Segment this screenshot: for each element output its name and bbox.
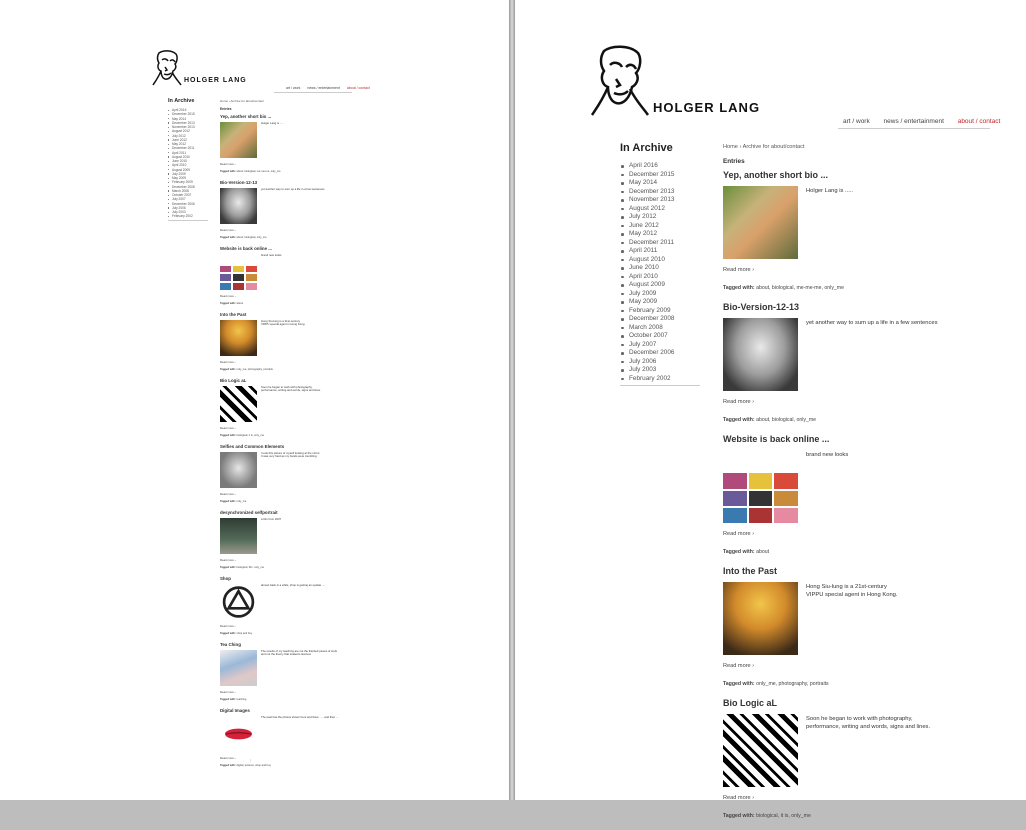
tags-value[interactable]: biological, it is, only_me xyxy=(756,813,811,819)
entry-thumbnail[interactable] xyxy=(220,188,257,224)
sidebar-title: In Archive xyxy=(168,98,195,104)
nav-about-contact[interactable]: about / contact xyxy=(957,118,1001,125)
entry-thumbnail[interactable] xyxy=(723,450,798,523)
excerpt-line: I took this picture of myself looking at the mirror. xyxy=(261,451,321,455)
entry-thumbnail[interactable] xyxy=(220,254,257,290)
archive-link[interactable]: July 2007 xyxy=(620,341,700,350)
entry-excerpt xyxy=(261,188,341,191)
blog-entry xyxy=(723,434,1013,566)
read-more-link[interactable]: Read more › xyxy=(220,492,236,496)
tags-label: Tagged with: xyxy=(220,302,236,305)
archive-link[interactable]: February 2002 xyxy=(168,214,208,218)
entry-title[interactable]: Shop xyxy=(220,576,231,581)
tags-label: Tagged with: xyxy=(220,566,236,569)
read-more-link[interactable]: Read more › xyxy=(723,531,755,537)
nav-news-entertainment[interactable]: news / entertainment xyxy=(307,86,340,90)
entry-thumbnail[interactable] xyxy=(220,650,257,686)
entry-thumbnail[interactable] xyxy=(723,582,798,655)
blog-entry xyxy=(220,576,350,642)
excerpt-line: VIPPU special agent in Hong Kong. xyxy=(261,322,306,327)
entry-title[interactable]: Into the Past xyxy=(220,312,247,317)
archive-link[interactable]: May 2009 xyxy=(168,176,208,180)
blog-entry xyxy=(723,698,1013,830)
archive-link[interactable]: July 2009 xyxy=(168,172,208,176)
archive-link[interactable]: July 2009 xyxy=(620,290,700,299)
breadcrumb-separator: › xyxy=(739,144,742,150)
entry-tags xyxy=(220,698,246,701)
entry-tags xyxy=(220,302,243,305)
entry-tags xyxy=(220,368,273,371)
entry-tags xyxy=(220,632,252,635)
nav-divider xyxy=(838,128,990,129)
breadcrumb-current: Archive for about/contact xyxy=(742,144,805,150)
tags-value[interactable]: about, biological, only_me xyxy=(236,236,267,239)
excerpt-line: and not the theory that students learned. xyxy=(261,652,312,657)
archive-link[interactable]: April 2016 xyxy=(620,162,700,171)
archive-link[interactable]: December 2006 xyxy=(168,202,208,206)
entry-thumbnail[interactable] xyxy=(723,714,798,787)
logo-text[interactable]: HOLGER LANG xyxy=(184,77,247,84)
sidebar-divider xyxy=(620,385,700,386)
archive-link[interactable]: March 2008 xyxy=(620,324,700,333)
entry-excerpt xyxy=(261,320,341,327)
archive-link[interactable]: December 2015 xyxy=(620,171,700,180)
sidebar-divider xyxy=(168,220,208,221)
read-more-link[interactable]: Read more › xyxy=(220,558,236,562)
tags-label: Tagged with: xyxy=(220,500,236,503)
tags-value[interactable]: about xyxy=(756,549,770,555)
blog-entry xyxy=(723,566,1013,698)
archive-link[interactable]: February 2009 xyxy=(620,307,700,316)
right-page xyxy=(515,0,1026,819)
excerpt-line: Soon he began to work with photography, xyxy=(806,716,913,722)
main-nav xyxy=(280,86,370,90)
excerpt-line: brand new looks xyxy=(261,253,282,257)
archive-link[interactable]: December 2013 xyxy=(620,188,700,197)
read-more-link[interactable]: Read more › xyxy=(723,663,755,669)
nav-art-work[interactable]: art / work xyxy=(843,118,870,125)
entry-title[interactable]: Yep, another short bio ... xyxy=(723,170,829,180)
archive-link[interactable]: June 2012 xyxy=(620,222,700,231)
excerpt-line: The past has the photos shown here and there ..... and then .... xyxy=(261,715,340,719)
archive-link[interactable]: December 2008 xyxy=(168,185,208,189)
breadcrumb-home[interactable]: Home xyxy=(723,144,738,150)
tags-value[interactable]: about xyxy=(236,302,244,305)
entry-title[interactable]: Website is back online ... xyxy=(723,434,830,444)
main-nav xyxy=(843,118,1000,125)
excerpt-line: a film from 2007 xyxy=(261,517,282,521)
tags-value[interactable]: only_me, photography, portraits xyxy=(756,681,829,687)
entry-thumbnail[interactable] xyxy=(220,716,257,752)
entry-excerpt xyxy=(806,187,996,195)
archive-link[interactable]: August 2010 xyxy=(168,155,208,159)
entry-thumbnail[interactable] xyxy=(723,318,798,391)
entry-title[interactable]: desynchronized selfportrait xyxy=(220,510,278,515)
entry-title[interactable]: Bio Logic aL xyxy=(220,378,247,383)
tags-label: Tagged with: xyxy=(220,632,236,635)
entry-title[interactable]: Into the Past xyxy=(723,566,778,576)
archive-link[interactable]: May 2009 xyxy=(620,298,700,307)
archive-link[interactable]: July 2012 xyxy=(620,213,700,222)
excerpt-line: brand new looks xyxy=(806,452,849,458)
breadcrumb xyxy=(220,99,350,103)
archive-link[interactable]: December 2011 xyxy=(168,146,208,150)
blog-entry xyxy=(220,642,350,708)
archive-link[interactable]: April 2016 xyxy=(168,108,208,112)
tags-value[interactable]: biological, film, only_me xyxy=(236,566,265,569)
excerpt-line: performance, writing and words, signs and lines. xyxy=(261,388,321,393)
read-more-link[interactable]: Read more › xyxy=(220,756,236,760)
archive-sidebar xyxy=(620,142,700,386)
tags-value[interactable]: about, biological, me-me-me, only_me xyxy=(756,285,845,291)
site-header xyxy=(152,50,370,90)
archive-link[interactable]: April 2010 xyxy=(168,163,208,167)
excerpt-line: Holger Lang is ..... xyxy=(806,188,854,194)
breadcrumb-home[interactable]: Home xyxy=(220,99,229,103)
archive-list xyxy=(168,108,208,219)
archive-sidebar xyxy=(168,98,208,221)
archive-list xyxy=(620,162,700,383)
archive-link[interactable]: July 2006 xyxy=(168,206,208,210)
archive-link[interactable]: November 2013 xyxy=(168,125,208,129)
entry-thumbnail[interactable] xyxy=(220,518,257,554)
archive-link[interactable]: August 2010 xyxy=(620,256,700,265)
entry-title[interactable]: Bio-Version-12-13 xyxy=(220,180,258,185)
entry-excerpt xyxy=(806,583,996,599)
entry-excerpt xyxy=(261,584,341,587)
archive-link[interactable]: June 2010 xyxy=(168,159,208,163)
blog-entry xyxy=(220,180,350,246)
archive-link[interactable]: August 2012 xyxy=(168,129,208,133)
archive-link[interactable]: November 2013 xyxy=(620,196,700,205)
entries-heading: Entries xyxy=(723,158,745,165)
entry-thumbnail[interactable] xyxy=(220,386,257,422)
entry-excerpt xyxy=(261,122,341,125)
tags-value[interactable]: biological, it is, only_me xyxy=(236,434,264,437)
entry-tags xyxy=(723,285,844,291)
entry-title[interactable]: Website is back online ... xyxy=(220,246,272,251)
blog-entry xyxy=(723,302,1013,434)
entry-title[interactable]: Selfies and Common Elements xyxy=(220,444,285,449)
sidebar-title: In Archive xyxy=(620,142,673,154)
read-more-link[interactable]: Read more › xyxy=(220,624,236,628)
tags-label: Tagged with: xyxy=(723,549,755,555)
archive-link[interactable]: July 2003 xyxy=(168,210,208,214)
entry-tags xyxy=(220,764,271,767)
archive-link[interactable]: December 2006 xyxy=(620,349,700,358)
tags-label: Tagged with: xyxy=(723,813,755,819)
archive-link[interactable]: May 2014 xyxy=(168,117,208,121)
content-column xyxy=(220,99,350,774)
read-more-link[interactable]: Read more › xyxy=(723,267,755,273)
tags-label: Tagged with: xyxy=(220,434,236,437)
archive-link[interactable]: April 2011 xyxy=(168,151,208,155)
blog-entry xyxy=(220,246,350,312)
archive-link[interactable]: December 2008 xyxy=(620,315,700,324)
archive-link[interactable]: August 2009 xyxy=(620,281,700,290)
blog-entry xyxy=(220,510,350,576)
read-more-link[interactable]: Read more › xyxy=(723,795,755,801)
archive-link[interactable]: July 2003 xyxy=(620,366,700,375)
archive-link[interactable]: July 2007 xyxy=(168,197,208,201)
entry-tags xyxy=(220,434,264,437)
tags-label: Tagged with: xyxy=(220,170,236,173)
entries-heading: Entries xyxy=(220,107,232,111)
archive-link[interactable]: June 2012 xyxy=(168,138,208,142)
entry-excerpt xyxy=(261,716,341,719)
archive-link[interactable]: October 2007 xyxy=(620,332,700,341)
nav-divider xyxy=(274,92,352,93)
blog-entry xyxy=(220,114,350,180)
excerpt-line: yet another way to sum up a life in a few sentences xyxy=(806,320,938,326)
entry-thumbnail[interactable] xyxy=(220,452,257,488)
tags-label: Tagged with: xyxy=(723,417,755,423)
entry-tags xyxy=(723,813,811,819)
nav-art-work[interactable]: art / work xyxy=(286,86,301,90)
read-more-link[interactable]: Read more › xyxy=(220,162,236,166)
entry-thumbnail[interactable] xyxy=(220,122,257,158)
tags-label: Tagged with: xyxy=(220,368,236,371)
entry-tags xyxy=(220,170,281,173)
read-more-link[interactable]: Read more › xyxy=(220,360,236,364)
blog-entry xyxy=(220,312,350,378)
entry-excerpt xyxy=(806,319,996,327)
content-column xyxy=(723,144,1013,830)
excerpt-line: Holger Lang is ..... xyxy=(261,121,284,125)
blog-entry xyxy=(220,378,350,444)
archive-link[interactable]: August 2012 xyxy=(620,205,700,214)
excerpt-line: Soon he began to work with photography, xyxy=(261,385,313,389)
tags-label: Tagged with: xyxy=(220,236,236,239)
read-more-link[interactable]: Read more › xyxy=(220,690,236,694)
tags-value[interactable]: shop and buy xyxy=(236,632,253,635)
entry-tags xyxy=(723,681,829,687)
entry-title[interactable]: Yep, another short bio ... xyxy=(220,114,272,119)
entry-tags xyxy=(220,236,267,239)
tags-value[interactable]: only_me xyxy=(236,500,247,503)
tags-label: Tagged with: xyxy=(220,764,236,767)
archive-link[interactable]: December 2013 xyxy=(168,121,208,125)
tags-value[interactable]: about, biological, only_me xyxy=(756,417,817,423)
excerpt-line: yet another way to sum up a life in a few sentences xyxy=(261,187,325,191)
tags-label: Tagged with: xyxy=(723,681,755,687)
entry-excerpt xyxy=(806,715,996,731)
logo-face-icon[interactable] xyxy=(152,50,182,86)
entry-title[interactable]: Tea Ching xyxy=(220,642,241,647)
archive-link[interactable]: December 2011 xyxy=(620,239,700,248)
entry-excerpt xyxy=(261,254,341,257)
entry-tags xyxy=(220,500,246,503)
read-more-link[interactable]: Read more › xyxy=(220,294,236,298)
logo-text[interactable]: HOLGER LANG xyxy=(653,100,761,115)
excerpt-line: Hong Siu-lung is a 21st-century xyxy=(806,584,887,590)
entry-title[interactable]: Digital Images xyxy=(220,708,250,713)
entry-thumbnail[interactable] xyxy=(220,320,257,356)
nav-about-contact[interactable]: about / contact xyxy=(346,86,370,90)
archive-link[interactable]: June 2010 xyxy=(620,264,700,273)
archive-link[interactable]: May 2014 xyxy=(620,179,700,188)
tags-value[interactable]: about, biological, me-me-me, only_me xyxy=(236,170,281,173)
excerpt-line: The results of my teaching are not the finished pieces of work xyxy=(261,649,338,653)
breadcrumb-current: Archive for about/contact xyxy=(230,99,264,103)
archive-link[interactable]: April 2011 xyxy=(620,247,700,256)
excerpt-line: It was very hard as my hands were trembling. xyxy=(261,454,318,459)
archive-link[interactable]: February 2002 xyxy=(620,375,700,384)
entry-thumbnail[interactable] xyxy=(723,186,798,259)
nav-news-entertainment[interactable]: news / entertainment xyxy=(883,118,944,125)
blog-entry xyxy=(723,170,1013,302)
excerpt-line: performance, writing and words, signs and lines. xyxy=(806,724,931,730)
site-header xyxy=(590,45,1000,135)
entry-excerpt xyxy=(261,386,341,393)
left-page xyxy=(0,0,509,800)
page-marker: | xyxy=(250,758,251,762)
excerpt-line: VIPPU special agent in Hong Kong. xyxy=(806,592,898,598)
entry-thumbnail[interactable] xyxy=(220,584,257,620)
excerpt-line: almost back in a while, shop is getting an update .... xyxy=(261,583,326,587)
tags-label: Tagged with: xyxy=(723,285,755,291)
archive-link[interactable]: May 2012 xyxy=(168,142,208,146)
read-more-link[interactable]: Read more › xyxy=(723,399,755,405)
archive-link[interactable]: July 2006 xyxy=(620,358,700,367)
tags-value[interactable]: teaching xyxy=(236,698,247,701)
blog-entry xyxy=(220,708,350,774)
entries-list xyxy=(220,114,350,774)
entry-tags xyxy=(723,417,816,423)
entry-tags xyxy=(220,566,264,569)
entry-tags xyxy=(723,549,769,555)
entry-excerpt xyxy=(261,518,341,521)
archive-link[interactable]: April 2010 xyxy=(620,273,700,282)
entry-excerpt xyxy=(806,451,996,459)
entry-excerpt xyxy=(261,650,341,657)
read-more-link[interactable]: Read more › xyxy=(220,228,236,232)
blog-entry xyxy=(220,444,350,510)
archive-link[interactable]: February 2009 xyxy=(168,180,208,184)
tags-value[interactable]: digital, pictures, shop and buy xyxy=(236,764,271,767)
excerpt-line: Hong Siu-lung is a 21st-century xyxy=(261,319,301,323)
read-more-link[interactable]: Read more › xyxy=(220,426,236,430)
entry-title[interactable]: Bio-Version-12-13 xyxy=(723,302,800,312)
entries-list xyxy=(723,170,1013,830)
breadcrumb-separator: › xyxy=(228,99,230,103)
archive-link[interactable]: October 2007 xyxy=(168,193,208,197)
archive-link[interactable]: July 2012 xyxy=(168,134,208,138)
tags-value[interactable]: only_me, photography, portraits xyxy=(236,368,273,371)
entry-title[interactable]: Bio Logic aL xyxy=(723,698,777,708)
archive-link[interactable]: December 2015 xyxy=(168,112,208,116)
archive-link[interactable]: May 2012 xyxy=(620,230,700,239)
archive-link[interactable]: March 2008 xyxy=(168,189,208,193)
tags-label: Tagged with: xyxy=(220,698,236,701)
entry-excerpt xyxy=(261,452,341,459)
archive-link[interactable]: August 2009 xyxy=(168,168,208,172)
breadcrumb xyxy=(723,144,1013,150)
logo-face-icon[interactable] xyxy=(590,45,650,117)
